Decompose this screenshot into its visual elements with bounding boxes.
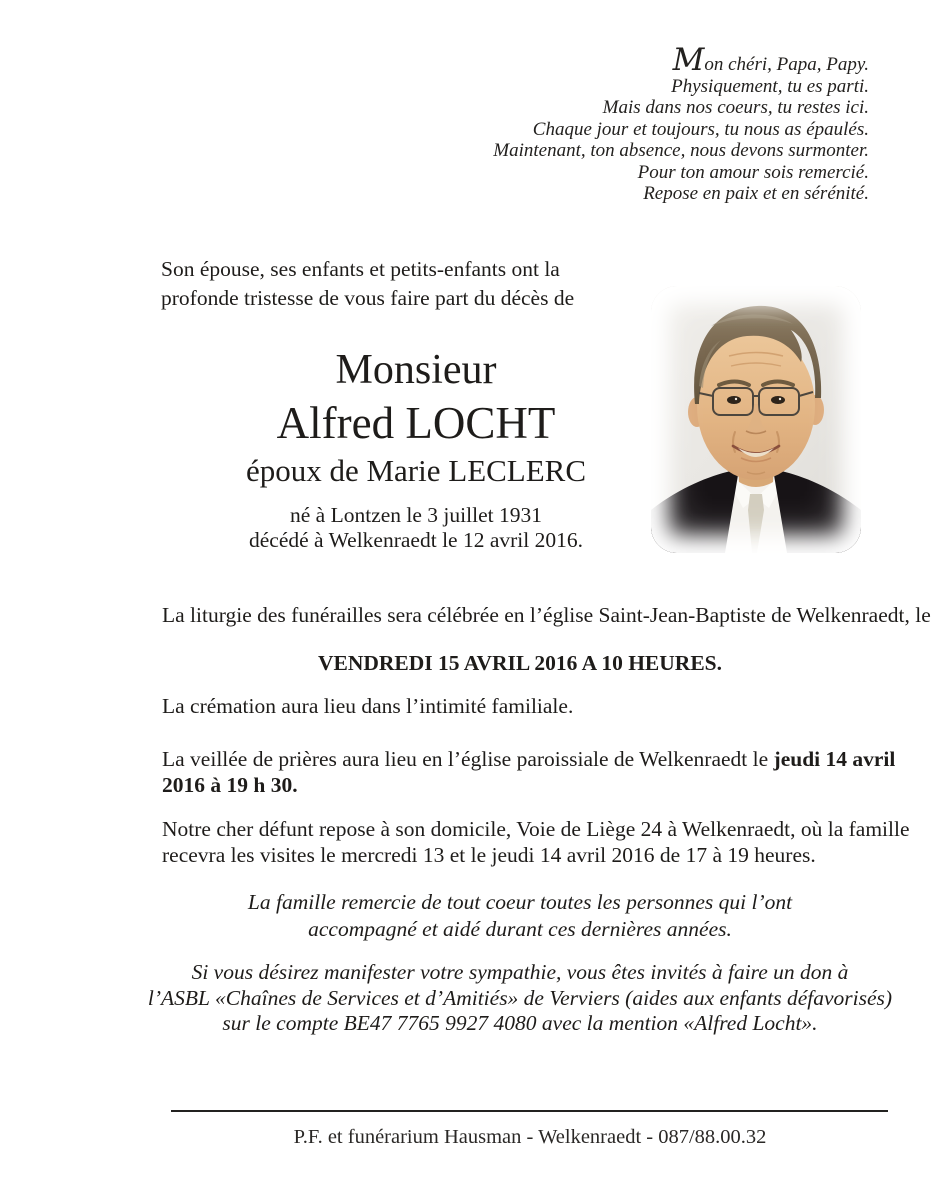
repose-line: recevra les visites le mercredi 13 et le jeudi 14 avril 2016 de 17 à 19 heures. (162, 842, 816, 867)
deceased-title: Monsieur (335, 347, 497, 393)
donation-line: sur le compte BE47 7765 9927 4080 avec la mention «Alfred Locht». (222, 1011, 818, 1035)
thanks-paragraph (140, 889, 900, 943)
birth-line: né à Lontzen le 3 juillet 1931 (290, 503, 542, 527)
vigil-bold-time: 2016 à 19 h 30. (162, 772, 298, 797)
deceased-block (160, 344, 672, 553)
poem-line: Repose en paix et en sérénité. (643, 183, 869, 204)
poem-line: Physiquement, tu es parti. (671, 75, 869, 97)
vigil-paragraph (162, 747, 942, 798)
vigil-bold-date: jeudi 14 avril (773, 747, 896, 771)
footer-divider (171, 1110, 888, 1112)
poem-line: Pour ton amour sois remercié. (637, 161, 869, 183)
portrait-photo (651, 286, 861, 553)
poem-line: Maintenant, ton absence, nous devons surmonter. (493, 140, 869, 161)
donation-paragraph (90, 960, 947, 1037)
poem-initial-letter: M (672, 42, 705, 78)
poem-line: Mon chéri, Papa, Papy. (672, 42, 869, 78)
liturgy-paragraph: La liturgie des funérailles sera célébrée en l’église Saint-Jean-Baptiste de Welkenraedt, le (162, 603, 931, 627)
poem-block (493, 42, 869, 205)
poem-line: Chaque jour et toujours, tu nous as épaulés. (532, 118, 869, 140)
ceremony-date: VENDREDI 15 AVRIL 2016 A 10 HEURES. (317, 651, 723, 675)
donation-line: l’ASBL «Chaînes de Services et d’Amitiés» de Verviers (aides aux enfants défavorisés) (147, 985, 893, 1010)
poem-line: Mais dans nos coeurs, tu restes ici. (602, 97, 869, 118)
deceased-spouse: époux de Marie LECLERC (245, 453, 587, 488)
thanks-line: La famille remercie de tout coeur toutes les personnes qui l’ont (247, 890, 793, 914)
thanks-line: accompagné et aidé durant ces dernières années. (308, 917, 732, 941)
portrait-illustration (651, 286, 861, 553)
intro-line: profonde tristesse de vous faire part du décès de (161, 286, 575, 310)
footer-text: P.F. et funérarium Hausman - Welkenraedt - 087/88.00.32 (293, 1126, 767, 1148)
donation-line: Si vous désirez manifester votre sympathie, vous êtes invités à faire un don à (191, 960, 849, 984)
repose-paragraph (162, 817, 942, 868)
repose-line: Notre cher défunt repose à son domicile, Voie de Liège 24 à Welkenraedt, où la famille (162, 817, 910, 841)
cremation-paragraph: La crémation aura lieu dans l’intimité familiale. (162, 694, 574, 718)
intro-line: Son épouse, ses enfants et petits-enfants ont la (161, 257, 560, 281)
vigil-line: La veillée de prières aura lieu en l’église paroissiale de Welkenraedt le jeudi 14 avril (162, 747, 896, 771)
death-line: décédé à Welkenraedt le 12 avril 2016. (249, 528, 583, 552)
vigil-line (162, 773, 942, 799)
intro-text (161, 255, 631, 313)
deceased-name: Alfred LOCHT (276, 398, 556, 448)
life-dates (160, 503, 672, 553)
